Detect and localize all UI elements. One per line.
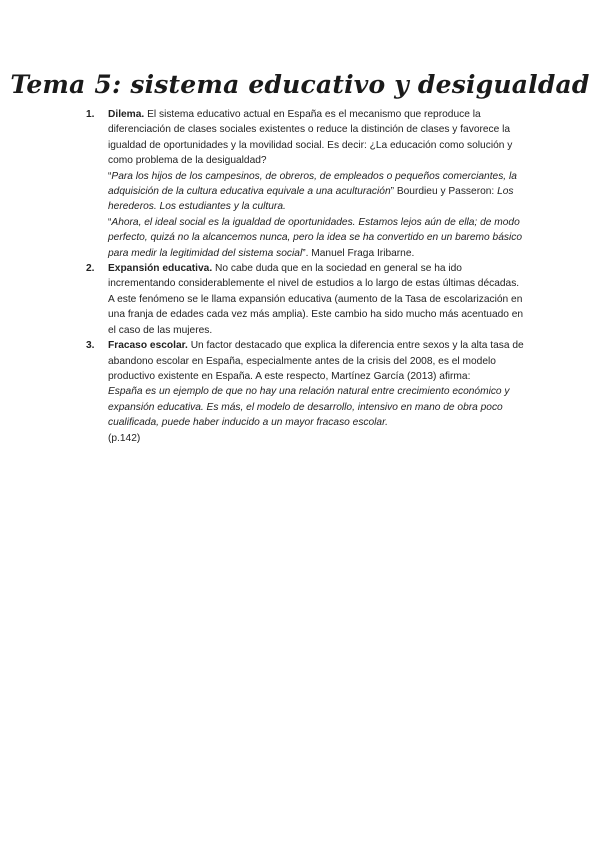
quote-text: Ahora, el ideal social es la igualdad de oportunidades. Estamos lejos aún de ella; de modo perfecto, quizá no la alcancemos nunca, pero la idea se ha convertido en un baremo básico para medir la legitimidad del sistema social <box>108 216 522 259</box>
item-number: 2. <box>86 263 95 275</box>
list-item-expansion <box>86 261 526 338</box>
quote-author: Manuel Fraga Iribarne. <box>308 247 415 259</box>
item-number: 3. <box>86 340 95 352</box>
item-heading: Dilema. <box>108 109 145 120</box>
item-text: Un factor destacado que explica la diferencia entre sexos y la alta tasa de abandono escolar en España, especialmente antes de la crisis del 2008, es el modelo productivo existente en España. A este respecto, Martínez García (2013) afirma: <box>108 340 524 382</box>
item-number: 1. <box>86 109 95 120</box>
item-paragraph <box>108 338 526 384</box>
page-title: Tema 5: sistema educativo y desigualdad <box>10 70 590 99</box>
quote-open-mark: “ <box>108 170 112 182</box>
list-item-dilema <box>86 107 526 261</box>
item-paragraph <box>108 107 526 169</box>
quote-fraga <box>108 215 526 261</box>
quote-bourdieu <box>108 169 526 215</box>
quote-citation: (p.142) <box>108 432 141 444</box>
quote-close-mark: ” <box>390 186 395 198</box>
quote-open-mark: “ <box>108 216 112 228</box>
quote-text: Para los hijos de los campesinos, de obreros, de empleados o pequeños comerciantes, la adquisición de la cultura educativa equivale a una aculturación <box>108 170 517 198</box>
quote-author: Bourdieu y Passeron: <box>394 186 498 198</box>
item-paragraph <box>108 261 526 338</box>
list-item-fracaso <box>86 338 526 446</box>
item-heading: Fracaso escolar. <box>108 340 188 352</box>
item-text: No cabe duda que en la sociedad en general se ha ido incrementando considerablemente el nivel de estudios a lo largo de estas últimas décadas. A este fenómeno se le llama expansión educativa (aumento de la Tasa de escolarización en una franja de edades cada vez más amplia). Este cambio ha sido mucho más acentuado en el caso de las mujeres. <box>108 263 524 336</box>
quote-martinez: España es un ejemplo de que no hay una relación natural entre crecimiento económico y expansión educativa. Es más, el modelo de desarrollo, intensivo en mano de obra poco cualificada, puede haber inducido a un mayor fracaso escolar. <box>108 386 510 429</box>
item-text: El sistema educativo actual en España es el mecanismo que reproduce la diferenciación de clases sociales existentes o reduce la distinción de clases y favorece la igualdad de oportunidades y la movilidad social. Es decir: ¿La educación como solución y como problema de la desigualdad? <box>108 109 513 167</box>
quote-source: Los herederos. Los estudiantes y la cultura. <box>108 186 514 213</box>
topic-list <box>86 107 526 446</box>
item-heading: Expansión educativa. <box>108 263 213 275</box>
quote-close-mark: ”. <box>302 247 309 259</box>
